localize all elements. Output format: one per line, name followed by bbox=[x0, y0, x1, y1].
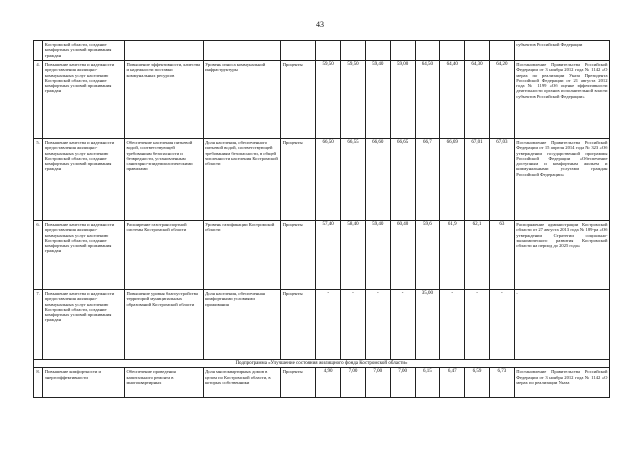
page-number: 43 bbox=[316, 20, 324, 29]
basis-cell: Постановление Правительства Российской Федерации от 3 ноября 2012 года № 1142 «О мерах по реализации Указа Президента Российской Федерации от 21 августа 2012 года № 1199 «Об оценке эффективности деятельности органов исполнительной власти субъектов Российской Федерации» bbox=[514, 61, 609, 139]
value-cell: 6,15 bbox=[415, 368, 440, 398]
unit-cell: Проценты bbox=[281, 290, 316, 360]
value-cell: - bbox=[316, 290, 341, 360]
value-cell bbox=[316, 41, 341, 61]
value-cell bbox=[365, 41, 390, 61]
value-cell: 60,40 bbox=[390, 221, 415, 290]
value-cell: 66,69 bbox=[440, 139, 465, 221]
task-cell: Повышение качества и надежности предоставления жилищно-коммунальных услуг населению Костромской области, создание комфортных условий проживания граждан bbox=[43, 221, 125, 290]
value-cell: 61,9 bbox=[440, 221, 465, 290]
row-number: 4. bbox=[34, 61, 43, 139]
unit-cell: Проценты bbox=[281, 368, 316, 398]
value-cell: 64,50 bbox=[415, 61, 440, 139]
table-row bbox=[34, 41, 610, 61]
row-number: 8. bbox=[34, 368, 43, 398]
value-cell: 62,1 bbox=[465, 221, 490, 290]
value-cell bbox=[440, 41, 465, 61]
value-cell: 35,00 bbox=[415, 290, 440, 360]
subprogram-title: Подпрограмма «Улучшение состояния жилищного фонда Костромской области» bbox=[34, 360, 610, 368]
value-cell: 7,00 bbox=[390, 368, 415, 398]
indicators-table bbox=[33, 40, 610, 398]
unit-cell: Проценты bbox=[281, 61, 316, 139]
value-cell: 66,60 bbox=[365, 139, 390, 221]
measure-cell: Обеспечение населения питьевой водой, соответствующей требованиям безопасности и безвредности, установленным санитарно-эпидемиологическими правилами bbox=[124, 139, 203, 221]
table-row bbox=[34, 61, 610, 139]
value-cell: 64,20 bbox=[489, 61, 514, 139]
basis-cell: Постановление Правительства Российской Федерации от 3 ноября 2012 года № 1142 «О мерах по реализации Указа bbox=[514, 368, 609, 398]
value-cell: 6,47 bbox=[440, 368, 465, 398]
value-cell bbox=[415, 41, 440, 61]
task-cell: Повышение качества и надежности предоставления жилищно-коммунальных услуг населению Костромской области, создание комфортных условий проживания граждан bbox=[43, 139, 125, 221]
measure-cell: Повышение уровня благоустройства территорий муниципальных образований Костромской области bbox=[124, 290, 203, 360]
table-row bbox=[34, 139, 610, 221]
row-number: 7. bbox=[34, 290, 43, 360]
task-cell: Костромской области, создание комфортных условий проживания граждан bbox=[43, 41, 125, 61]
row-number: 6. bbox=[34, 221, 43, 290]
indicator-cell: Доля населения, обеспеченного питьевой водой, соответствующей требованиям безопасности, в общей численности населения Костромской области bbox=[203, 139, 281, 221]
indicator-cell: Уровень износа коммунальной инфраструктуры bbox=[203, 61, 281, 139]
value-cell: 58,40 bbox=[341, 221, 366, 290]
value-cell: 59,50 bbox=[316, 61, 341, 139]
value-cell: 7,00 bbox=[365, 368, 390, 398]
value-cell: 67,03 bbox=[489, 139, 514, 221]
value-cell: 6,59 bbox=[465, 368, 490, 398]
value-cell: 57,40 bbox=[316, 221, 341, 290]
value-cell: 4,90 bbox=[316, 368, 341, 398]
measure-cell bbox=[124, 41, 203, 61]
value-cell: 63 bbox=[489, 221, 514, 290]
value-cell: - bbox=[341, 290, 366, 360]
task-cell: Повышение комфортности и энергоэффективности bbox=[43, 368, 125, 398]
subprogram-row bbox=[34, 360, 610, 368]
measure-cell: Расширение газотранспортной системы Костромской области bbox=[124, 221, 203, 290]
value-cell: 66,7 bbox=[415, 139, 440, 221]
value-cell: 66,65 bbox=[390, 139, 415, 221]
value-cell: - bbox=[465, 290, 490, 360]
value-cell: 59,40 bbox=[365, 61, 390, 139]
value-cell: 66,50 bbox=[316, 139, 341, 221]
value-cell: 59,40 bbox=[365, 221, 390, 290]
value-cell: 64,40 bbox=[440, 61, 465, 139]
indicator-cell: Доля многоквартирных домов в целом по Костромской области, в которых собственники bbox=[203, 368, 281, 398]
value-cell: - bbox=[365, 290, 390, 360]
unit-cell: Проценты bbox=[281, 139, 316, 221]
unit-cell: Проценты bbox=[281, 221, 316, 290]
value-cell: 59,00 bbox=[390, 61, 415, 139]
measure-cell: Повышение эффективности, качества и надежности поставки коммунальных ресурсов bbox=[124, 61, 203, 139]
row-number: 5. bbox=[34, 139, 43, 221]
value-cell: 64,30 bbox=[465, 61, 490, 139]
value-cell: - bbox=[489, 290, 514, 360]
value-cell: 6,73 bbox=[489, 368, 514, 398]
measure-cell: Обеспечение проведения капитального ремонта в многоквартирных bbox=[124, 368, 203, 398]
value-cell bbox=[489, 41, 514, 61]
value-cell: 59,6 bbox=[415, 221, 440, 290]
basis-cell: Постановление Правительства Российской Федерации от 15 апреля 2014 года № 323 «Об утверждении государственной программы Российской Федерации «Обеспечение доступным и комфортным жильем и коммунальными услугами граждан Российской Федерации» bbox=[514, 139, 609, 221]
value-cell bbox=[390, 41, 415, 61]
task-cell: Повышение качества и надежности предоставления жилищно-коммунальных услуг населению Костромской области, создание комфортных условий проживания граждан bbox=[43, 61, 125, 139]
value-cell: 66,55 bbox=[341, 139, 366, 221]
row-number bbox=[34, 41, 43, 61]
value-cell bbox=[465, 41, 490, 61]
indicator-cell: Уровень газификации Костромской области bbox=[203, 221, 281, 290]
value-cell: 7,00 bbox=[341, 368, 366, 398]
table-row bbox=[34, 368, 610, 398]
value-cell bbox=[341, 41, 366, 61]
basis-cell: - bbox=[514, 290, 609, 360]
indicator-cell: Доля населения, обеспеченная комфортными условиями проживания bbox=[203, 290, 281, 360]
indicator-cell bbox=[203, 41, 281, 61]
unit-cell bbox=[281, 41, 316, 61]
value-cell: - bbox=[440, 290, 465, 360]
value-cell: - bbox=[390, 290, 415, 360]
basis-cell: субъектов Российской Федерации bbox=[514, 41, 609, 61]
table-row bbox=[34, 221, 610, 290]
table-row bbox=[34, 290, 610, 360]
value-cell: 67,01 bbox=[465, 139, 490, 221]
basis-cell: Распоряжение администрации Костромской области от 27 августа 2013 года № 189-ра «Об утверждении Стратегии социально-экономического развития Костромской области на период до 2025 года» bbox=[514, 221, 609, 290]
value-cell: 59,50 bbox=[341, 61, 366, 139]
task-cell: Повышение качества и надежности предоставления жилищно-коммунальных услуг населению Костромской области, создание комфортных условий проживания граждан bbox=[43, 290, 125, 360]
